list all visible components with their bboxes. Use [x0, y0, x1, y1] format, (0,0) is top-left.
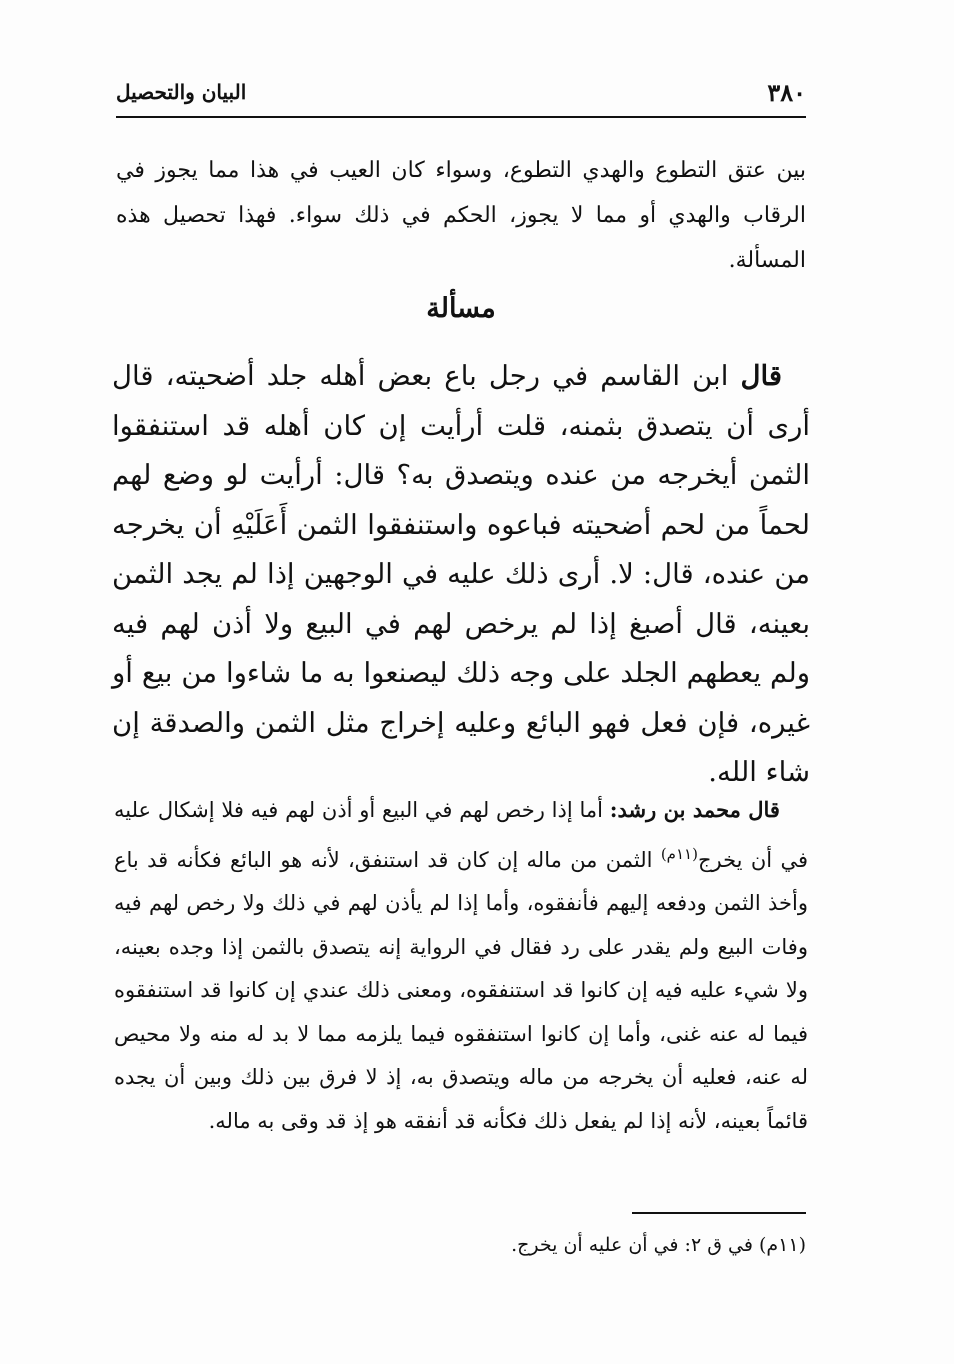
intro-paragraph: بين عتق التطوع والهدي التطوع، وسواء كان العيب في هذا مما يجوز في الرقاب والهدي أو مما لا يجوز، الحكم في ذلك سواء. فهذا تحصيل هذه المسألة.: [116, 158, 806, 273]
footnote-text: في ق ٢: في أن عليه أن يخرج.: [511, 1234, 753, 1256]
header-divider: [116, 116, 806, 118]
page-number: ٣٨٠: [767, 78, 806, 107]
main-paragraph: [112, 352, 810, 798]
footnote-marker: (١١م): [758, 1234, 806, 1256]
page-header: [116, 78, 806, 112]
main-body-text: ابن القاسم في رجل باع بعض أهله جلد أضحيته، قال أرى أن يتصدق بثمنه، قلت أرأيت إن كان أهله قد استنفقوا الثمن أيخرجه من عنده ويتصدق به؟ قال: أرأيت لو وضع لهم لحماً من لحم أضحيته فباعوه واستنفقوا الثمن أَعَلَيْهِ أن يخرجه من عنده، قال: لا. أرى ذلك عليه في الوجهين إذا لم يجد الثمن بعينه، قال أصبغ إذا لم يرخص لهم في البيع ولا أذن لهم فيه ولم يعطهم الجلد على وجه ذلك ليصنعوا به ما شاءوا من بيع أو غيره، فإن فعل فهو البائع وعليه إخراج مثل الثمن والصدقة إن شاء الله.: [112, 360, 810, 788]
section-heading: مسألة: [426, 293, 496, 324]
footnote-divider: [632, 1212, 806, 1214]
commentary-speaker: قال محمد بن رشد:: [609, 797, 780, 822]
commentary-text-after-note: الثمن من ماله إن كان قد استنفق، لأنه هو البائع فكأنه قد باع وأخذ الثمن ودفعه إليهم فأنفقوه، وأما إذا لم يأذن لهم في ذلك ولا رخص لهم فيه وفات البيع ولم يقدر على رد فقال في الرواية إنه يتصدق بالثمن إذا وجده بعينه، ولا شيء عليه فيه إن كانوا قد استنفقوه، ومعنى ذلك عندي إن كانوا قد استنفقوه فيما له عنه غنى، وأما إن كانوا استنفقوه فيما يلزمه مما لا بد له منه ولا محيص له عنه، فعليه أن يخرجه من ماله ويتصدق به، إذ لا فرق بين ذلك وبين أن يجده قائماً بعينه، لأنه إذا لم يفعل ذلك فكأنه قد أنفقه هو إذ قد وقى به ماله.: [114, 847, 808, 1133]
commentary-paragraph: [114, 788, 808, 1143]
main-speaker: قال: [740, 360, 782, 392]
footnote-reference[interactable]: (١١م): [660, 844, 698, 863]
commentary-text-before-note: أما إذا رخص لهم في البيع أو أذن لهم فيه فلا إشكال عليه في أن يخرج: [114, 798, 808, 872]
footnote: [386, 1234, 806, 1256]
book-title: البيان والتحصيل: [116, 80, 247, 104]
